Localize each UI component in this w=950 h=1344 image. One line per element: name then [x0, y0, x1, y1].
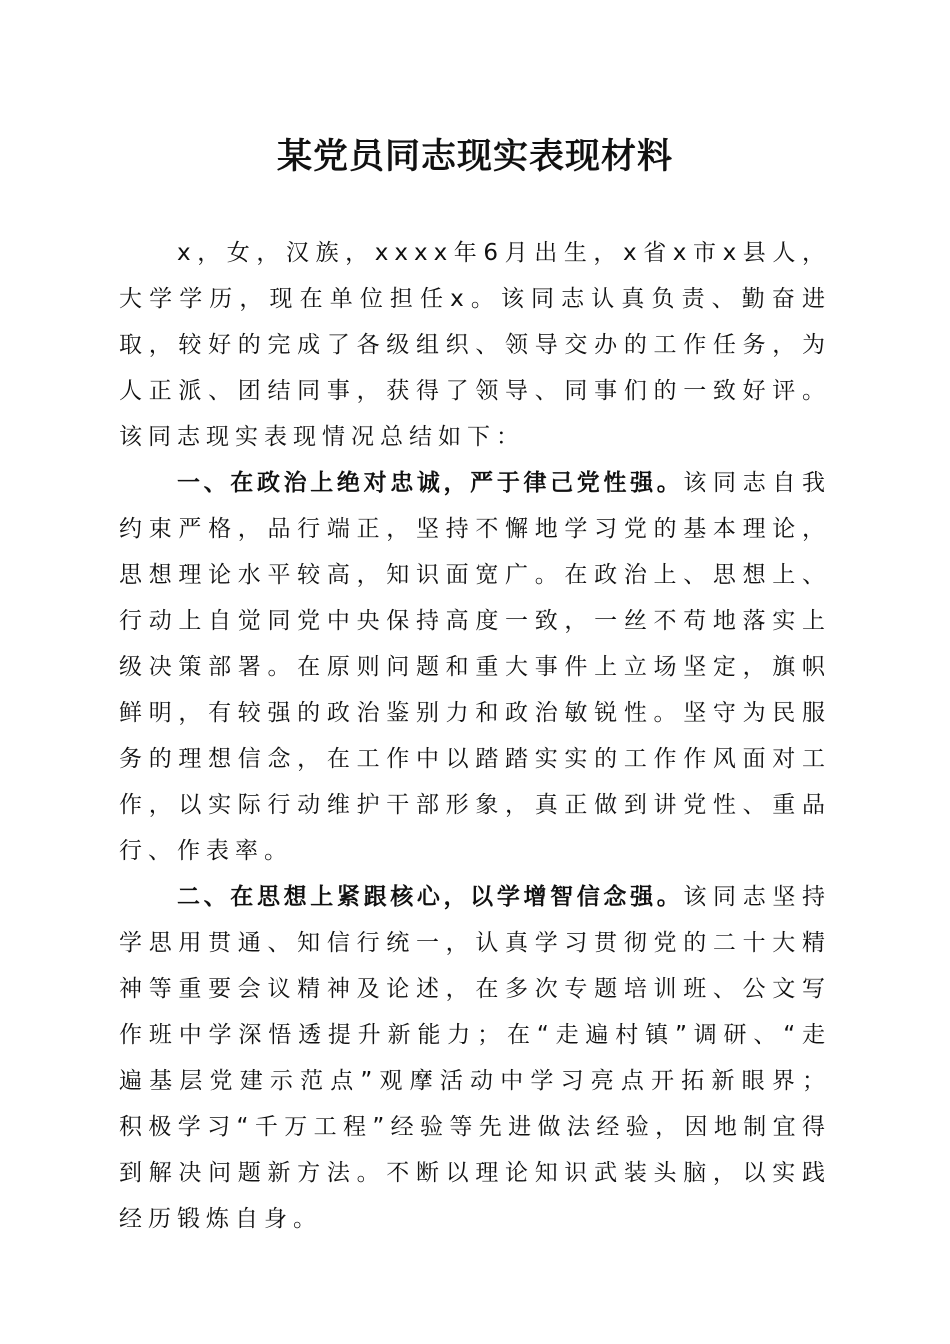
section-paragraph-2	[119, 874, 831, 1242]
section-text-2: 该同志坚持学思用贯通、知信行统一，认真学习贯彻党的二十大精神等重要会议精神及论述，在多次专题培训班、公文写作班中学深悟透提升新能力；在“走遍村镇”调研、“走遍基层党建示范点”观摩活动中学习亮点开拓新眼界；积极学习“千万工程”经验等先进做法经验，因地制宜得到解决问题新方法。不断以理论知识武装头脑，以实践经历锻炼自身。	[119, 884, 832, 1232]
section-heading-2: 二、在思想上紧跟核心，以学增智信念强。	[177, 884, 684, 910]
intro-paragraph: x，女，汉族，xxxx年6月出生，x省x市x县人，大学学历，现在单位担任x。该同志认真负责、勤奋进取，较好的完成了各级组织、领导交办的工作任务，为人正派、团结同事，获得了领导、同事们的一致好评。该同志现实表现情况总结如下：	[119, 240, 831, 450]
section-heading-1: 一、在政治上绝对忠诚，严于律己党性强。	[177, 470, 684, 496]
document-title: 某党员同志现实表现材料	[276, 136, 673, 177]
section-paragraph-1	[119, 460, 831, 874]
section-text-1: 该同志自我约束严格，品行端正，坚持不懈地学习党的基本理论，思想理论水平较高，知识面宽广。在政治上、思想上、行动上自觉同党中央保持高度一致，一丝不苟地落实上级决策部署。在原则问题和重大事件上立场坚定，旗帜鲜明，有较强的政治鉴别力和政治敏锐性。坚守为民服务的理想信念，在工作中以踏踏实实的工作作风面对工作，以实际行动维护干部形象，真正做到讲党性、重品行、作表率。	[119, 470, 832, 864]
document-body	[119, 230, 831, 1242]
